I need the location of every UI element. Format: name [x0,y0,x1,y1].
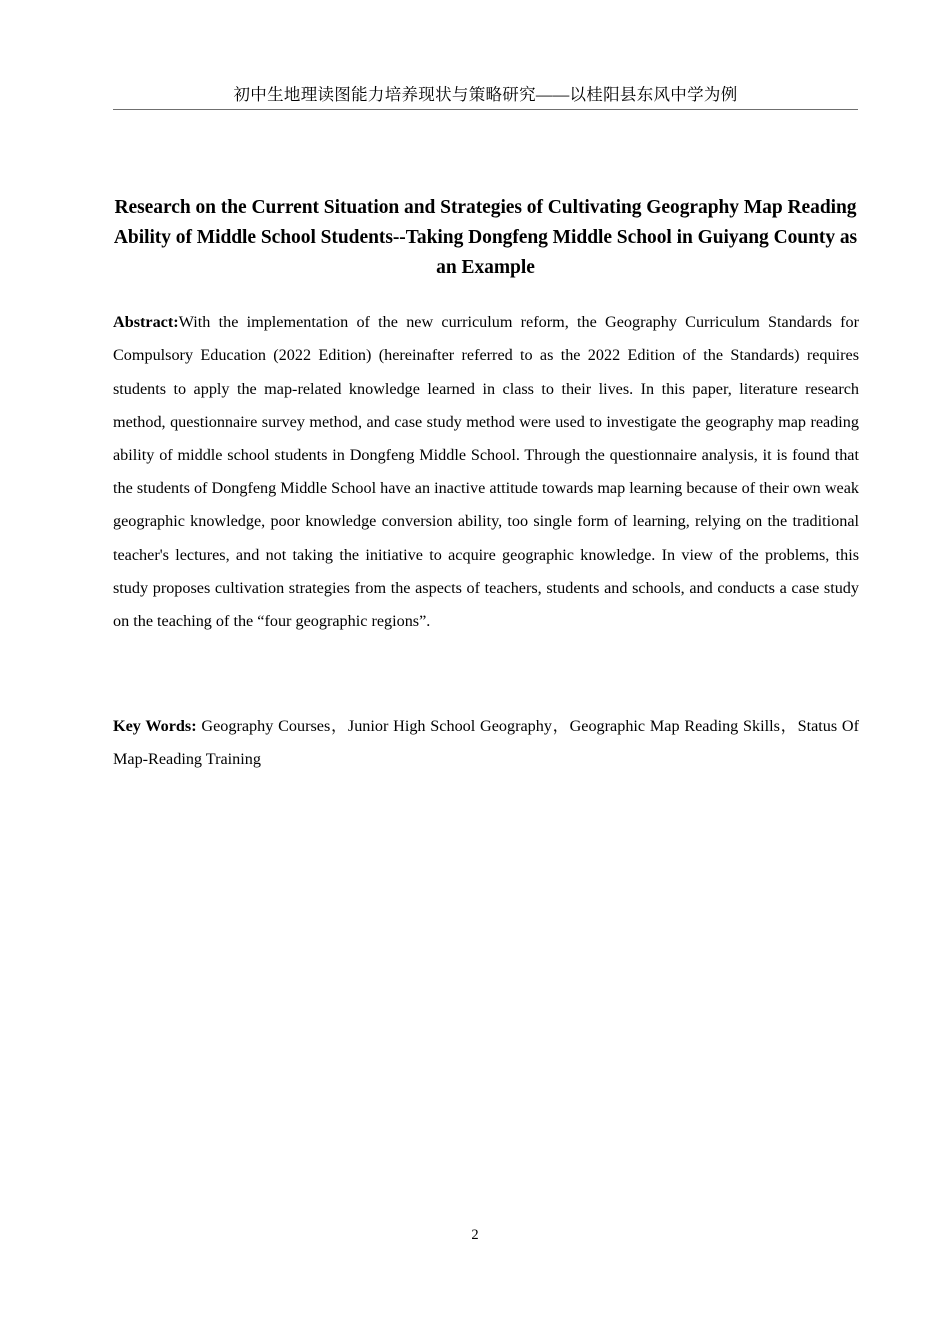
keywords-paragraph [113,710,859,776]
page-title: Research on the Current Situation and Strategies of Cultivating Geography Map Reading Ability of Middle School Students--Taking Dongfeng Middle School in Guiyang County as an Example [113,197,858,279]
running-header [113,82,858,110]
running-header-text: 初中生地理读图能力培养现状与策略研究——以桂阳县东风中学为例 [233,85,738,104]
keywords-label: Key Words: [113,717,197,736]
abstract-label: Abstract: [113,313,179,332]
abstract-paragraph [113,306,859,638]
header-divider-rule [113,109,858,110]
keywords-body: Geography Courses，Junior High School Geography，Geographic Map Reading Skills，Status Of Map-Reading Training [113,717,859,769]
page-number: 2 [471,1227,479,1243]
abstract-body: With the implementation of the new curriculum reform, the Geography Curriculum Standards for Compulsory Education (2022 Edition) (hereinafter referred to as the 2022 Edition of the Standards) requires students to apply the map-related knowledge learned in class to their lives. In this paper, literature research method, questionnaire survey method, and case study method were used to investigate the geography map reading ability of middle school students in Dongfeng Middle School. Through the questionnaire analysis, it is found that the students of Dongfeng Middle School have an inactive attitude towards map learning because of their own weak geographic knowledge, poor knowledge conversion ability, too single form of learning, relying on the traditional teacher's lectures, and not taking the initiative to acquire geographic knowledge. In view of the problems, this study proposes cultivation strategies from the aspects of teachers, students and schools, and conducts a case study on the teaching of the “four geographic regions”. [113,313,859,631]
